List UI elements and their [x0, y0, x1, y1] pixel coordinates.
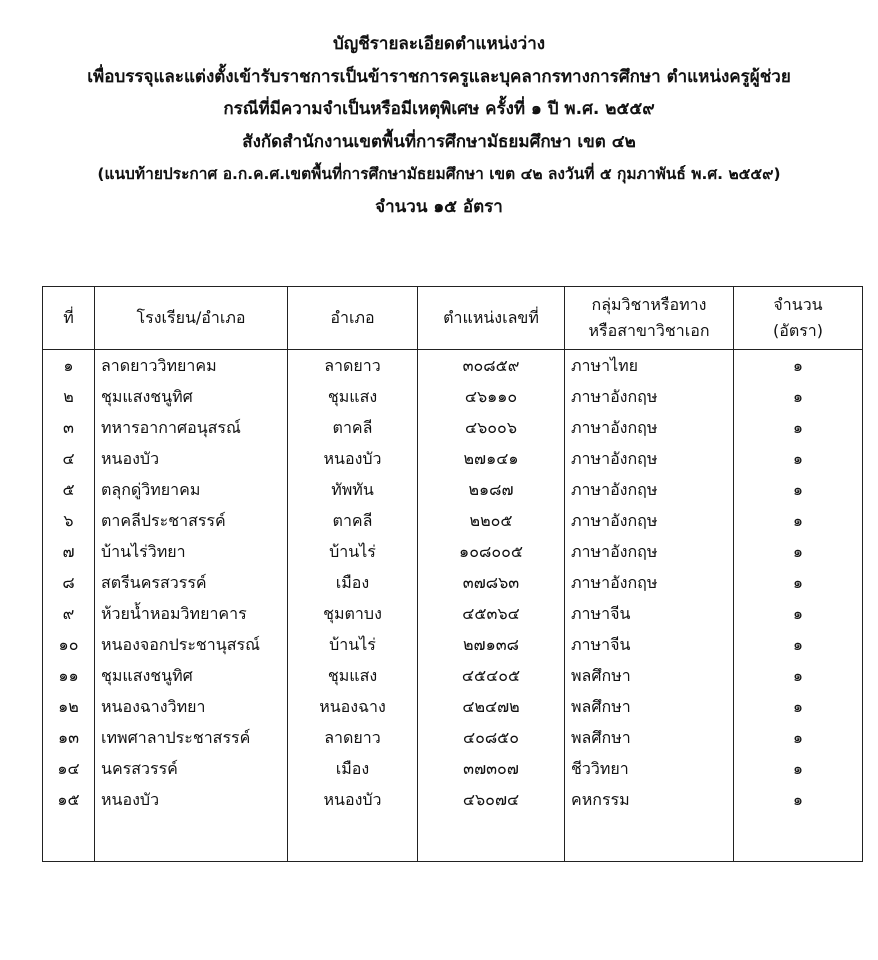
cell-district: หนองฉาง: [288, 691, 418, 722]
cell-school: นครสวรรค์: [95, 753, 288, 784]
empty-cell: [734, 815, 863, 862]
cell-school: หนองบัว: [95, 784, 288, 815]
cell-subject: ภาษาอังกฤษ: [565, 443, 734, 474]
vacancy-table: [42, 286, 863, 862]
cell-position: ๓๗๓๐๗: [418, 753, 565, 784]
cell-district: บ้านไร่: [288, 536, 418, 567]
table-bottom-spacer: [43, 815, 863, 862]
col-header-school: โรงเรียน/อำเภอ: [95, 287, 288, 350]
cell-count: ๑: [734, 660, 863, 691]
cell-school: ตาคลีประชาสรรค์: [95, 505, 288, 536]
cell-subject: พลศึกษา: [565, 691, 734, 722]
total-count-line: จำนวน ๑๕ อัตรา: [375, 196, 503, 217]
cell-district: เมือง: [288, 567, 418, 598]
purpose-line: เพื่อบรรจุและแต่งตั้งเข้ารับราชการเป็นข้าราชการครูและบุคลากรทางการศึกษา ตำแหน่งครูผู้ช่วย: [87, 66, 791, 87]
cell-no: ๒: [43, 381, 95, 412]
cell-subject: ภาษาจีน: [565, 598, 734, 629]
empty-cell: [418, 815, 565, 862]
cell-school: สตรีนครสวรรค์: [95, 567, 288, 598]
cell-subject: ภาษาอังกฤษ: [565, 474, 734, 505]
cell-district: ลาดยาว: [288, 722, 418, 753]
table-row: [43, 598, 863, 629]
cell-subject: ภาษาอังกฤษ: [565, 412, 734, 443]
table-row: [43, 536, 863, 567]
table-row: [43, 381, 863, 412]
attachment-line: (แนบท้ายประกาศ อ.ก.ค.ศ.เขตพื้นที่การศึกษามัธยมศึกษา เขต ๔๒ ลงวันที่ ๕ กุมภาพันธ์ พ.ศ. ๒๕๕๙): [97, 165, 781, 184]
cell-subject: ภาษาอังกฤษ: [565, 567, 734, 598]
cell-district: ชุมแสง: [288, 381, 418, 412]
cell-position: ๔๖๐๐๖: [418, 412, 565, 443]
document-header: [0, 28, 878, 224]
cell-position: ๒๗๑๓๘: [418, 629, 565, 660]
cell-count: ๑: [734, 350, 863, 382]
col-header-subject: [565, 287, 734, 350]
cell-no: ๔: [43, 443, 95, 474]
document-title: บัญชีรายละเอียดตำแหน่งว่าง: [332, 34, 546, 54]
cell-subject: ภาษาไทย: [565, 350, 734, 382]
cell-count: ๑: [734, 629, 863, 660]
cell-subject: ภาษาอังกฤษ: [565, 536, 734, 567]
cell-count: ๑: [734, 412, 863, 443]
cell-count: ๑: [734, 381, 863, 412]
cell-district: บ้านไร่: [288, 629, 418, 660]
cell-no: ๙: [43, 598, 95, 629]
table-row: [43, 412, 863, 443]
cell-count: ๑: [734, 691, 863, 722]
col-header-count: [734, 287, 863, 350]
cell-school: หนองฉางวิทยา: [95, 691, 288, 722]
cell-count: ๑: [734, 753, 863, 784]
cell-position: ๔๐๘๕๐: [418, 722, 565, 753]
cell-position: ๔๖๐๗๔: [418, 784, 565, 815]
cell-no: ๖: [43, 505, 95, 536]
cell-school: ชุมแสงชนูทิศ: [95, 660, 288, 691]
cell-no: ๗: [43, 536, 95, 567]
agency-line: สังกัดสำนักงานเขตพื้นที่การศึกษามัธยมศึกษา เขต ๔๒: [242, 131, 636, 152]
empty-cell: [565, 815, 734, 862]
cell-school: บ้านไร่วิทยา: [95, 536, 288, 567]
cell-no: ๑: [43, 350, 95, 382]
table-row: [43, 505, 863, 536]
col-header-district: อำเภอ: [288, 287, 418, 350]
cell-school: หนองจอกประชานุสรณ์: [95, 629, 288, 660]
cell-subject: ภาษาอังกฤษ: [565, 381, 734, 412]
cell-count: ๑: [734, 443, 863, 474]
empty-cell: [288, 815, 418, 862]
cell-school: หนองบัว: [95, 443, 288, 474]
cell-district: เมือง: [288, 753, 418, 784]
cell-position: ๔๖๑๑๐: [418, 381, 565, 412]
cell-position: ๓๗๘๖๓: [418, 567, 565, 598]
cell-count: ๑: [734, 567, 863, 598]
cell-district: หนองบัว: [288, 443, 418, 474]
table-row: [43, 350, 863, 382]
cell-district: ชุมแสง: [288, 660, 418, 691]
col-header-count-line1: จำนวน: [773, 295, 823, 314]
col-header-subject-line1: กลุ่มวิชาหรือทาง: [591, 295, 707, 314]
cell-no: ๕: [43, 474, 95, 505]
table-row: [43, 691, 863, 722]
cell-count: ๑: [734, 536, 863, 567]
cell-no: ๘: [43, 567, 95, 598]
cell-district: หนองบัว: [288, 784, 418, 815]
cell-no: ๑๕: [43, 784, 95, 815]
cell-count: ๑: [734, 505, 863, 536]
cell-position: ๔๕๓๖๔: [418, 598, 565, 629]
empty-cell: [95, 815, 288, 862]
cell-position: ๒๑๘๗: [418, 474, 565, 505]
cell-subject: ภาษาอังกฤษ: [565, 505, 734, 536]
cell-position: ๓๐๘๕๙: [418, 350, 565, 382]
cell-school: ลาดยาววิทยาคม: [95, 350, 288, 382]
table-row: [43, 443, 863, 474]
cell-school: ทหารอากาศอนุสรณ์: [95, 412, 288, 443]
cell-school: ชุมแสงชนูทิศ: [95, 381, 288, 412]
cell-school: ห้วยน้ำหอมวิทยาคาร: [95, 598, 288, 629]
cell-subject: คหกรรม: [565, 784, 734, 815]
cell-no: ๓: [43, 412, 95, 443]
cell-position: ๑๐๘๐๐๕: [418, 536, 565, 567]
table-body: [43, 350, 863, 862]
table-row: [43, 784, 863, 815]
table-row: [43, 753, 863, 784]
cell-position: ๒๒๐๕: [418, 505, 565, 536]
cell-count: ๑: [734, 474, 863, 505]
cell-no: ๑๐: [43, 629, 95, 660]
cell-district: ชุมตาบง: [288, 598, 418, 629]
cell-position: ๔๕๔๐๕: [418, 660, 565, 691]
table-row: [43, 629, 863, 660]
cell-count: ๑: [734, 598, 863, 629]
col-header-position: ตำแหน่งเลขที่: [418, 287, 565, 350]
cell-no: ๑๔: [43, 753, 95, 784]
case-line: กรณีที่มีความจำเป็นหรือมีเหตุพิเศษ ครั้งที่ ๑ ปี พ.ศ. ๒๕๕๙: [223, 99, 655, 120]
col-header-no: ที่: [43, 287, 95, 350]
cell-count: ๑: [734, 722, 863, 753]
cell-district: ตาคลี: [288, 505, 418, 536]
cell-position: ๒๗๑๔๑: [418, 443, 565, 474]
table-row: [43, 474, 863, 505]
col-header-subject-line2: หรือสาขาวิชาเอก: [588, 321, 710, 340]
empty-cell: [43, 815, 95, 862]
table-row: [43, 660, 863, 691]
cell-subject: ภาษาจีน: [565, 629, 734, 660]
table-row: [43, 722, 863, 753]
cell-subject: ชีววิทยา: [565, 753, 734, 784]
cell-no: ๑๒: [43, 691, 95, 722]
cell-district: ลาดยาว: [288, 350, 418, 382]
table-row: [43, 567, 863, 598]
cell-no: ๑๑: [43, 660, 95, 691]
cell-district: ตาคลี: [288, 412, 418, 443]
cell-school: ตลุกดู่วิทยาคม: [95, 474, 288, 505]
cell-subject: พลศึกษา: [565, 722, 734, 753]
cell-no: ๑๓: [43, 722, 95, 753]
cell-position: ๔๒๔๗๒: [418, 691, 565, 722]
cell-subject: พลศึกษา: [565, 660, 734, 691]
cell-school: เทพศาลาประชาสรรค์: [95, 722, 288, 753]
cell-district: ทัพทัน: [288, 474, 418, 505]
cell-count: ๑: [734, 784, 863, 815]
col-header-count-line2: (อัตรา): [772, 321, 824, 340]
table-header: [43, 287, 863, 350]
